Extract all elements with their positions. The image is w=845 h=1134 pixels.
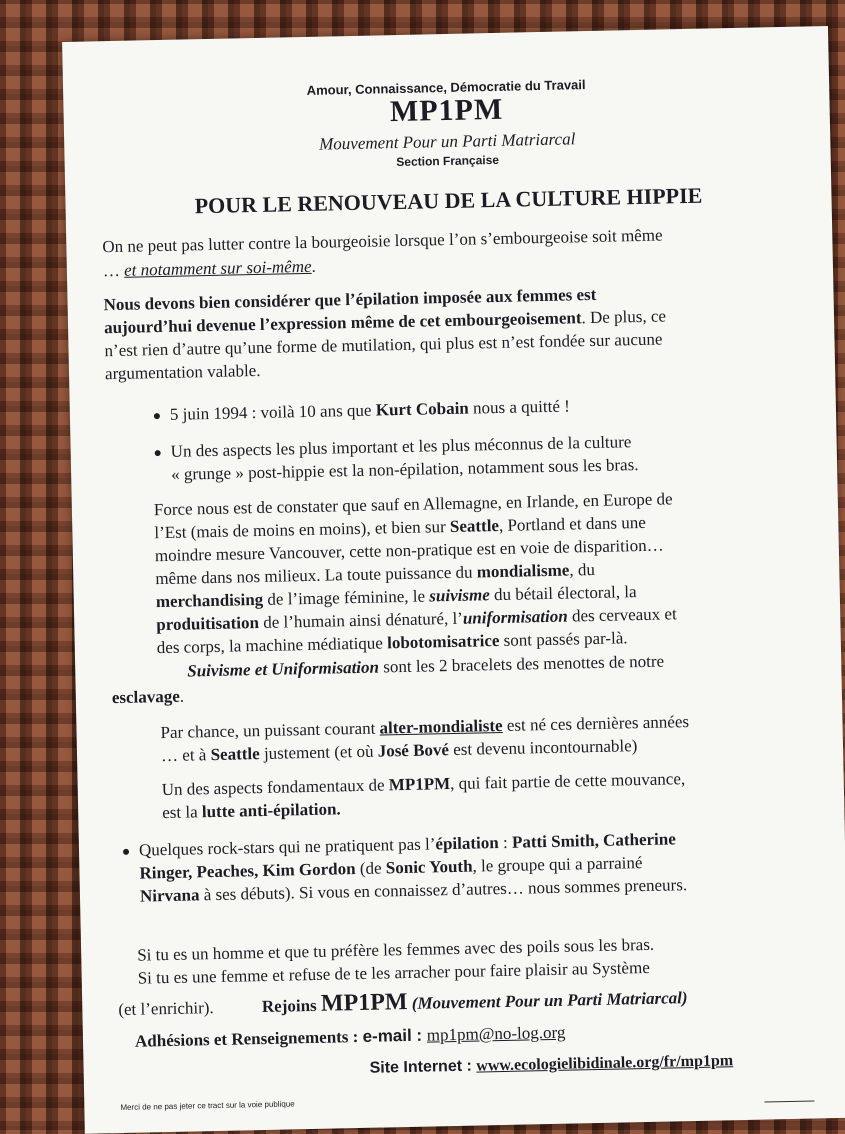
- para2-line-6: produitisation de l’humain ainsi dénaturé, l’uniformisation des cerveaux et: [156, 604, 677, 635]
- para2-line-5: merchandising de l’image féminine, le suivisme du bétail électoral, la: [155, 582, 637, 612]
- divider: [764, 1100, 814, 1102]
- para2-line-2: l’Est (mais de moins en moins), et bien sur Seattle, Portland et dans une: [154, 512, 646, 543]
- para2-line-3: moindre mesure Vancouver, cette non-pratique est en voie de disparition…: [154, 535, 664, 566]
- para2-line-1: Force nous est de constater que sauf en Allemagne, en Irlande, en Europe de: [153, 489, 673, 520]
- site-link[interactable]: www.ecologielibidinale.org/fr/mp1pm: [476, 1052, 734, 1075]
- site-line: Site Internet : www.ecologielibidinale.org/fr/mp1pm: [369, 1052, 734, 1077]
- intro-line-2: … et notamment sur soi-même.: [102, 256, 316, 281]
- closing-line-1: Si tu es un homme et que tu préfère les femmes avec des poils sous les bras.: [137, 934, 655, 965]
- contact-line: Adhésions et Renseignements : e-mail : mp1pm@no-log.org: [134, 1022, 566, 1051]
- bullet-rockstars-line-3: Nirvana à ses débuts). Si vous en connaissez d’autres… nous sommes preneurs.: [139, 875, 688, 906]
- intro-line-1: On ne peut pas lutter contre la bourgeoisie lorsque l’on s’embourgeoise soit même: [102, 225, 663, 257]
- flyer-sheet: [62, 26, 845, 1134]
- closing-line-3: (et l’enrichir). Rejoins MP1PM (Mouvement Pour un Parti Matriarcal): [118, 988, 688, 1020]
- bullet-grunge-line-2: « grunge » post-hippie est la non-épilation, notamment sous les bras.: [170, 455, 639, 484]
- bullet-cobain: 5 juin 1994 : voilà 10 ans que Kurt Cobain nous a quitté !: [169, 396, 570, 424]
- para4-line-2: est la lutte anti-épilation.: [162, 799, 341, 823]
- para2-line-4: même dans nos milieux. La toute puissance du mondialisme, du: [155, 559, 596, 589]
- closing-line-2: Si tu es une femme et refuse de te les arracher pour faire plaisir au Système: [137, 957, 650, 988]
- section-label: Section Française: [396, 152, 500, 170]
- para1-line-3: n’est rien d’autre qu’une forme de mutilation, qui plus est n’est fondée sur aucune: [104, 329, 663, 361]
- email-link[interactable]: mp1pm@no-log.org: [426, 1022, 566, 1045]
- para1-line-2: aujourd’hui devenue l’expression même de cet embourgeoisement. De plus, ce: [103, 306, 667, 338]
- para3-line-1: Par chance, un puissant courant alter-mondialiste est né ces dernières années: [160, 712, 690, 743]
- para2-line-9: esclavage.: [111, 686, 185, 708]
- bullet-grunge-line-1: Un des aspects les plus important et les plus méconnus de la culture: [170, 432, 632, 461]
- bullet-rockstars-line-1: Quelques rock-stars qui ne pratiquent pas l’épilation : Patti Smith, Catherine: [138, 829, 676, 860]
- footer-note: Merci de ne pas jeter ce tract sur la voie publique: [120, 1099, 295, 1113]
- bullet-rockstars-line-2: Ringer, Peaches, Kim Gordon (de Sonic Youth, le groupe qui a parrainé: [139, 853, 643, 883]
- para2-line-7: des corps, la machine médiatique lobotomisatrice sont passés par-là.: [156, 628, 628, 658]
- para3-line-2: … et à Seattle justement (et où José Bové est devenu incontournable): [160, 736, 638, 766]
- para1-line-1: Nous devons bien considérer que l’épilation imposée aux femmes est: [103, 284, 597, 315]
- para4-line-1: Un des aspects fondamentaux de MP1PM, qui fait partie de cette mouvance,: [161, 769, 686, 800]
- para1-line-4: argumentation valable.: [104, 360, 261, 384]
- headline: POUR LE RENOUVEAU DE LA CULTURE HIPPIE: [194, 182, 703, 219]
- motto: Amour, Connaissance, Démocratie du Travail: [306, 77, 586, 98]
- para2-line-8: Suivisme et Uniformisation sont les 2 bracelets des menottes de notre: [187, 651, 665, 681]
- org-logo-title: MP1PM: [389, 92, 504, 129]
- org-full-name: Mouvement Pour un Parti Matriarcal: [318, 129, 576, 154]
